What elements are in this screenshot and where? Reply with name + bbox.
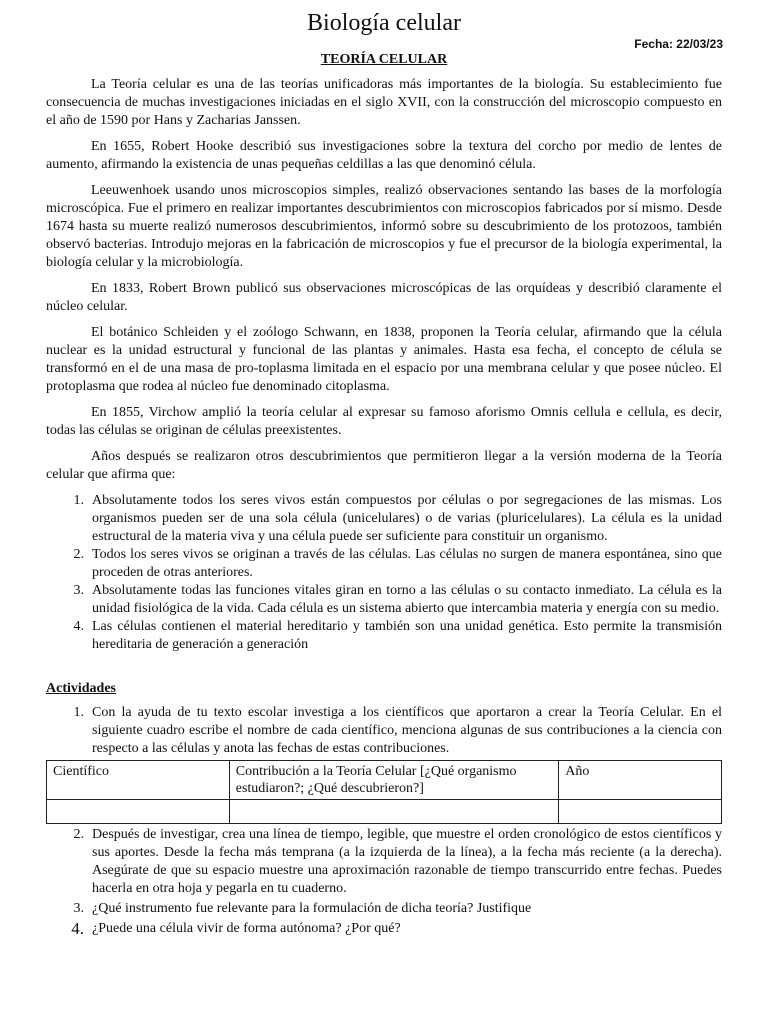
activity-text: ¿Puede una célula vivir de forma autónoma? ¿Por qué? (92, 921, 401, 936)
activity-text: Con la ayuda de tu texto escolar investiga a los científicos que aportaron a crear la Teoría Celular. En el siguiente cuadro escribe el nombre de cada científico, menciona algunas de sus contribuciones a la ciencia con respecto a las células y anota las fechas de estas contribuciones. (92, 705, 722, 756)
table-header-row (47, 761, 722, 800)
activity-item (46, 900, 722, 918)
table-cell (559, 800, 722, 824)
list-number: 4. (73, 619, 84, 634)
list-number: 2. (73, 827, 84, 842)
column-header-scientist: Científico (47, 761, 230, 800)
paragraph: En 1655, Robert Hooke describió sus investigaciones sobre la textura del corcho por medio de lentes de aumento, afirmando la existencia de unas pequeñas celdillas a las que denominó célula. (46, 139, 722, 172)
list-number: 3. (73, 901, 84, 916)
document-title: Biología celular (307, 10, 461, 36)
table-cell (229, 800, 559, 824)
list-number: 3. (73, 583, 84, 598)
list-item (46, 546, 722, 582)
column-header-contribution: Contribución a la Teoría Celular [¿Qué organismo estudiaron?; ¿Qué descubrieron?] (229, 761, 559, 800)
list-number: 1. (73, 705, 84, 720)
list-item (46, 492, 722, 546)
activities-list (46, 704, 722, 758)
paragraph: Leeuwenhoek usando unos microscopios simples, realizó observaciones sentando las bases de la morfología microscópica. Fue el primero en realizar importantes descubrimientos con microscopios fabricados por sí mismo. Desde 1674 hasta su muerte realizó numerosos descubrimientos, informó sobre su descubrimiento de los protozoos, también observó bacterias. Introdujo mejoras en la fabricación de microscopios y fue el precursor de la biología experimental, la biología celular y la microbiología. (46, 183, 722, 270)
table-row (47, 800, 722, 824)
paragraph: La Teoría celular es una de las teorías unificadoras más importantes de la biología. Su establecimiento fue consecuencia de muchas investigaciones iniciadas en el siglo XVII, con la construcción del microscopio compuesto en el año de 1590 por Hans y Zacharias Janssen. (46, 77, 722, 128)
activity-text: Después de investigar, crea una línea de tiempo, legible, que muestre el orden cronológico de estos científicos y sus aportes. Desde la fecha más temprana (a la izquierda de la línea), a la fecha más reciente (a la derecha). Asegúrate de que su espacio muestre una aproximación razonable de tiempo transcurrido entre fechas. Puedes hacerla en otra hoja y pegarla en tu cuaderno. (92, 827, 722, 896)
theory-list (46, 492, 722, 654)
activity-item (46, 704, 722, 758)
list-number: 4. (71, 919, 84, 938)
list-text: Las células contienen el material hereditario y también son una unidad genética. Esto permite la transmisión hereditaria de generación a generación (92, 619, 722, 652)
column-header-year: Año (559, 761, 722, 800)
activities-list-continued (46, 826, 722, 938)
list-item (46, 582, 722, 618)
paragraph: En 1855, Virchow amplió la teoría celular al expresar su famoso aforismo Omnis cellula e cellula, es decir, todas las células se originan de células preexistentes. (46, 405, 722, 438)
activity-text: ¿Qué instrumento fue relevante para la formulación de dicha teoría? Justifique (92, 901, 532, 916)
paragraph: En 1833, Robert Brown publicó sus observaciones microscópicas de las orquídeas y describió claramente el núcleo celular. (46, 281, 722, 314)
document-body (46, 76, 722, 940)
list-number: 1. (73, 493, 84, 508)
list-number: 2. (73, 547, 84, 562)
date-label: Fecha: 22/03/23 (634, 37, 723, 51)
activity-item (46, 920, 722, 938)
section-title: TEORÍA CELULAR (320, 52, 448, 67)
list-text: Absolutamente todas las funciones vitales giran en torno a las células o su contacto inmediato. La célula es la unidad fisiológica de la vida. Cada célula es un sistema abierto que intercambia materia y energía con su medio. (92, 583, 722, 616)
activity-item (46, 826, 722, 898)
table-cell (47, 800, 230, 824)
activities-heading: Actividades (46, 681, 116, 696)
list-text: Todos los seres vivos se originan a través de las células. Las células no surgen de manera espontánea, sino que proceden de otras anteriores. (92, 547, 722, 580)
paragraph: Años después se realizaron otros descubrimientos que permitieron llegar a la versión moderna de la Teoría celular que afirma que: (46, 449, 722, 482)
list-item (46, 618, 722, 654)
scientists-table (46, 760, 722, 824)
paragraph: El botánico Schleiden y el zoólogo Schwann, en 1838, proponen la Teoría celular, afirmando que la célula nuclear es la unidad estructural y funcional de las plantas y animales. Hasta esa fecha, el concepto de célula se transformó en el de una masa de pro-toplasma limitada en el espacio por una membrana celular y que posee núcleo. El protoplasma que rodea al núcleo fue denominado citoplasma. (46, 325, 722, 394)
list-text: Absolutamente todos los seres vivos están compuestos por células o por segregaciones de las mismas. Los organismos pueden ser de una sola célula (unicelulares) o de varias (pluricelulares). La célula es la unidad estructural de la materia viva y una célula puede ser suficiente para constituir un organismo. (92, 493, 722, 544)
